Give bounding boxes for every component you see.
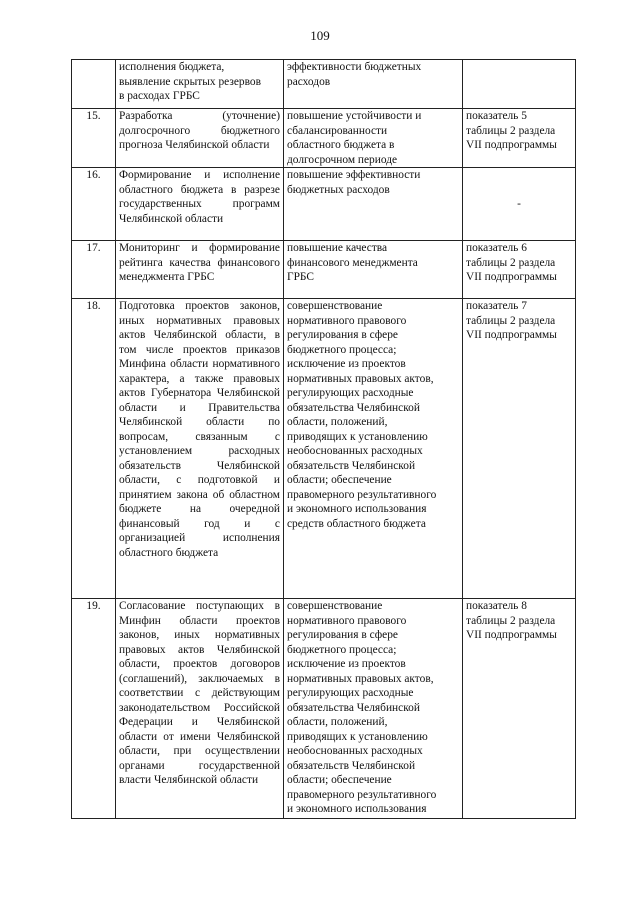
action-cell: Мониторинг и формирование рейтинга качества финансового менеджмента ГРБС xyxy=(116,241,284,299)
table-row xyxy=(72,599,576,819)
indicator-cell: - xyxy=(463,168,576,241)
result-cell: повышение устойчивости и сбалансированности областного бюджета в долгосрочном периоде xyxy=(284,109,463,168)
indicator-cell: показатель 7 таблицы 2 раздела VII подпрограммы xyxy=(463,299,576,599)
action-cell: Согласование поступающих в Минфин области проектов законов, иных нормативных правовых актов Челябинской области, проектов договоров (соглашений), заключаемых в соответствии с действующим законодательством Российской Федерации и Челябинской области от имени Челябинской области, при осуществлении органами государственной власти Челябинской области xyxy=(116,599,284,819)
result-cell: совершенствование нормативного правового регулирования в сфере бюджетного процесса; исключение из проектов нормативных правовых актов, регулирующих расходные обязательства Челябинской области, положений, приводящих к установлению необоснованных расходных обязательств Челябинской области; обеспечение правомерного результативного и экономного использования средств областного бюджета xyxy=(284,299,463,599)
result-cell: повышение эффективности бюджетных расходов xyxy=(284,168,463,241)
page-number: 109 xyxy=(310,28,330,43)
action-cell: Формирование и исполнение областного бюджета в разрезе государственных программ Челябинской области xyxy=(116,168,284,241)
row-number: 18. xyxy=(72,299,116,599)
indicator-cell: показатель 5 таблицы 2 раздела VII подпрограммы xyxy=(463,109,576,168)
table-row xyxy=(72,168,576,241)
action-cell: Разработка (уточнение) долгосрочного бюджетного прогноза Челябинской области xyxy=(116,109,284,168)
result-cell: эффективности бюджетных расходов xyxy=(284,60,463,109)
measures-table xyxy=(71,59,576,819)
table-row xyxy=(72,109,576,168)
indicator-cell: показатель 6 таблицы 2 раздела VII подпрограммы xyxy=(463,241,576,299)
indicator-cell xyxy=(463,60,576,109)
result-cell: совершенствование нормативного правового регулирования в сфере бюджетного процесса; исключение из проектов нормативных правовых актов, регулирующих расходные обязательства Челябинской области, положений, приводящих к установлению необоснованных расходных обязательств Челябинской области; обеспечение правомерного результативного и экономного использования xyxy=(284,599,463,819)
action-cell: исполнения бюджета, выявление скрытых резервов в расходах ГРБС xyxy=(116,60,284,109)
action-cell: Подготовка проектов законов, иных нормативных правовых актов Челябинской области, в том числе проектов приказов Минфина области нормативного характера, а также правовых актов Губернатора Челябинской области и Правительства Челябинской области по вопросам, связанным с установлением расходных обязательств Челябинской области, с подготовкой и принятием закона об областном бюджете на очередной финансовый год и с организацией исполнения областного бюджета xyxy=(116,299,284,599)
row-number: 19. xyxy=(72,599,116,819)
table-row xyxy=(72,60,576,109)
table-row xyxy=(72,241,576,299)
result-cell: повышение качества финансового менеджмента ГРБС xyxy=(284,241,463,299)
indicator-cell: показатель 8 таблицы 2 раздела VII подпрограммы xyxy=(463,599,576,819)
row-number: 17. xyxy=(72,241,116,299)
row-number: 15. xyxy=(72,109,116,168)
row-number xyxy=(72,60,116,109)
table-row xyxy=(72,299,576,599)
row-number: 16. xyxy=(72,168,116,241)
